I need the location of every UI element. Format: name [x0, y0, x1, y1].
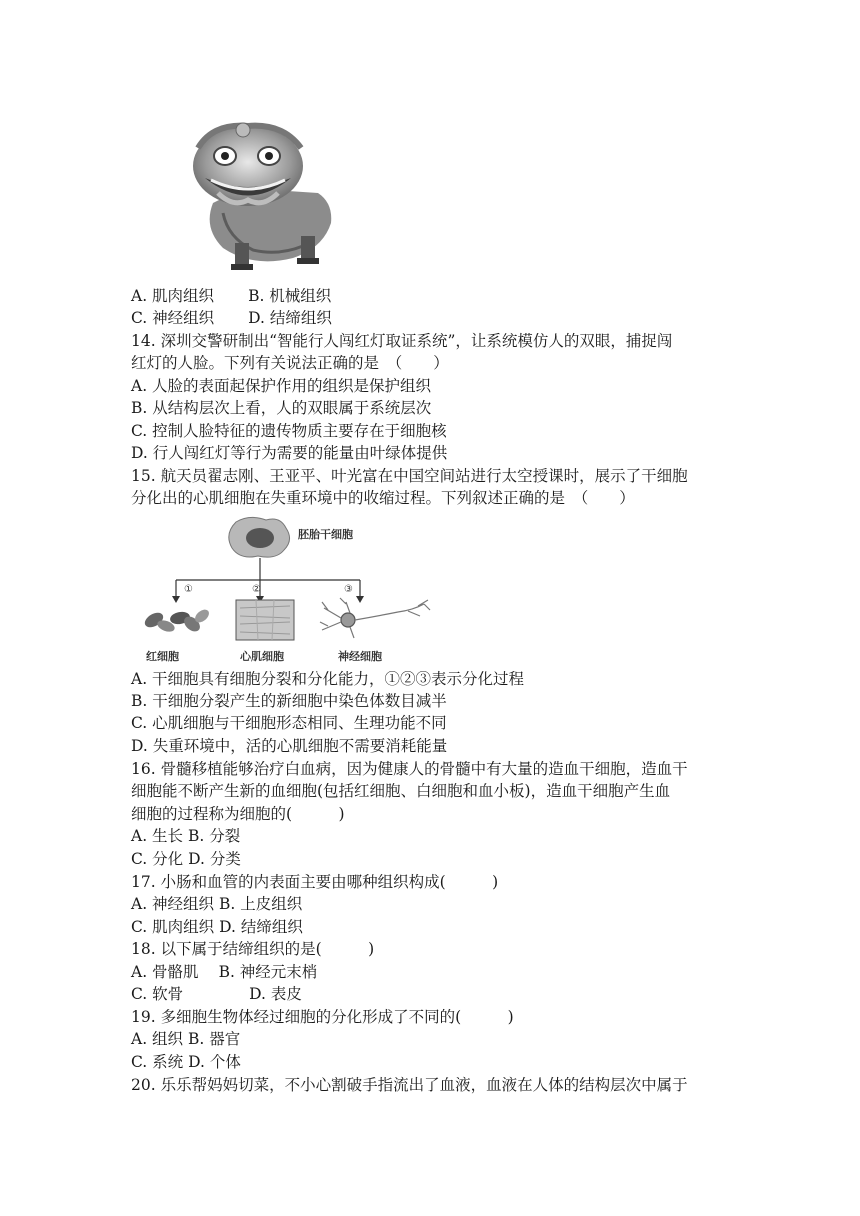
q13-option-d: D. 结缔组织: [248, 309, 332, 327]
q14-stem-line2: 红灯的人脸。下列有关说法正确的是 （ ）: [131, 354, 449, 372]
q19-options-row1: A. 组织 B. 器官: [131, 1030, 241, 1048]
cardiac-muscle-cell-label: 心肌细胞: [240, 650, 284, 663]
q16-stem-line1: 16. 骨髓移植能够治疗白血病，因为健康人的骨髓中有大量的造血干细胞，造血干: [131, 760, 688, 778]
q14-option-d: D. 行人闯红灯等行为需要的能量由叶绿体提供: [131, 444, 448, 462]
nerve-cell-label: 神经细胞: [338, 650, 382, 663]
q15-stem-line1: 15. 航天员翟志刚、王亚平、叶光富在中国空间站进行太空授课时，展示了干细胞: [131, 467, 688, 485]
q18-options-row2: [131, 983, 302, 1005]
q15-stem-line2: 分化出的心肌细胞在失重环境中的收缩过程。下列叙述正确的是 （ ）: [131, 489, 635, 507]
lion-dance-image: [183, 118, 339, 274]
stem-cell-diagram: [128, 514, 458, 666]
q13-option-a: A. 肌肉组织: [131, 287, 215, 305]
q18-option-c: C. 软骨: [131, 985, 184, 1003]
q18-option-b: B. 神经元末梢: [218, 963, 318, 981]
q14-stem-line1: 14. 深圳交警研制出“智能行人闯红灯取证系统”，让系统模仿人的双眼，捕捉闯: [131, 332, 673, 350]
q15-option-c: C. 心肌细胞与干细胞形态相同、生理功能不同: [131, 714, 447, 732]
embryonic-stem-cell-label: 胚胎干细胞: [298, 528, 353, 541]
q14-option-c: C. 控制人脸特征的遗传物质主要存在于细胞核: [131, 422, 447, 440]
q16-stem-line2: 细胞能不断产生新的血细胞(包括红细胞、白细胞和血小板)，造血干细胞产生血: [131, 782, 671, 800]
q13-options-row1: [131, 285, 331, 307]
q18-option-d: D. 表皮: [249, 985, 302, 1003]
red-blood-cell-label: 红细胞: [146, 650, 179, 663]
q18-options-row1: [131, 961, 317, 983]
q15-option-a: A. 干细胞具有细胞分裂和分化能力，①②③表示分化过程: [131, 670, 525, 688]
q16-stem-line3: 细胞的过程称为细胞的( ): [131, 805, 345, 823]
q17-options-row2: C. 肌肉组织 D. 结缔组织: [131, 918, 303, 936]
q13-option-c: C. 神经组织: [131, 309, 215, 327]
q15-option-b: B. 干细胞分裂产生的新细胞中染色体数目减半: [131, 692, 447, 710]
cardiac-muscle-image: [236, 600, 294, 640]
q17-stem: 17. 小肠和血管的内表面主要由哪种组织构成( ): [131, 873, 499, 891]
q18-option-a: A. 骨骼肌: [131, 963, 199, 981]
q16-options-row2: C. 分化 D. 分类: [131, 850, 241, 868]
q17-options-row1: A. 神经组织 B. 上皮组织: [131, 895, 303, 913]
neuron-image: [320, 598, 430, 638]
q20-stem: 20. 乐乐帮妈妈切菜，不小心割破手指流出了血液，血液在人体的结构层次中属于: [131, 1076, 688, 1094]
q14-option-a: A. 人脸的表面起保护作用的组织是保护组织: [131, 377, 432, 395]
q13-options-row2: [131, 307, 332, 329]
q18-stem: 18. 以下属于结缔组织的是( ): [131, 940, 375, 958]
arrow-label-3: ③: [344, 584, 353, 595]
red-blood-cells-image: [142, 607, 211, 634]
q13-option-b: B. 机械组织: [248, 287, 332, 305]
arrow-label-1: ①: [184, 584, 193, 595]
q16-options-row1: A. 生长 B. 分裂: [131, 827, 241, 845]
q15-option-d: D. 失重环境中，活的心肌细胞不需要消耗能量: [131, 737, 448, 755]
q19-options-row2: C. 系统 D. 个体: [131, 1053, 241, 1071]
q14-option-b: B. 从结构层次上看，人的双眼属于系统层次: [131, 399, 432, 417]
q19-stem: 19. 多细胞生物体经过细胞的分化形成了不同的( ): [131, 1008, 514, 1026]
arrow-label-2: ②: [252, 584, 261, 595]
